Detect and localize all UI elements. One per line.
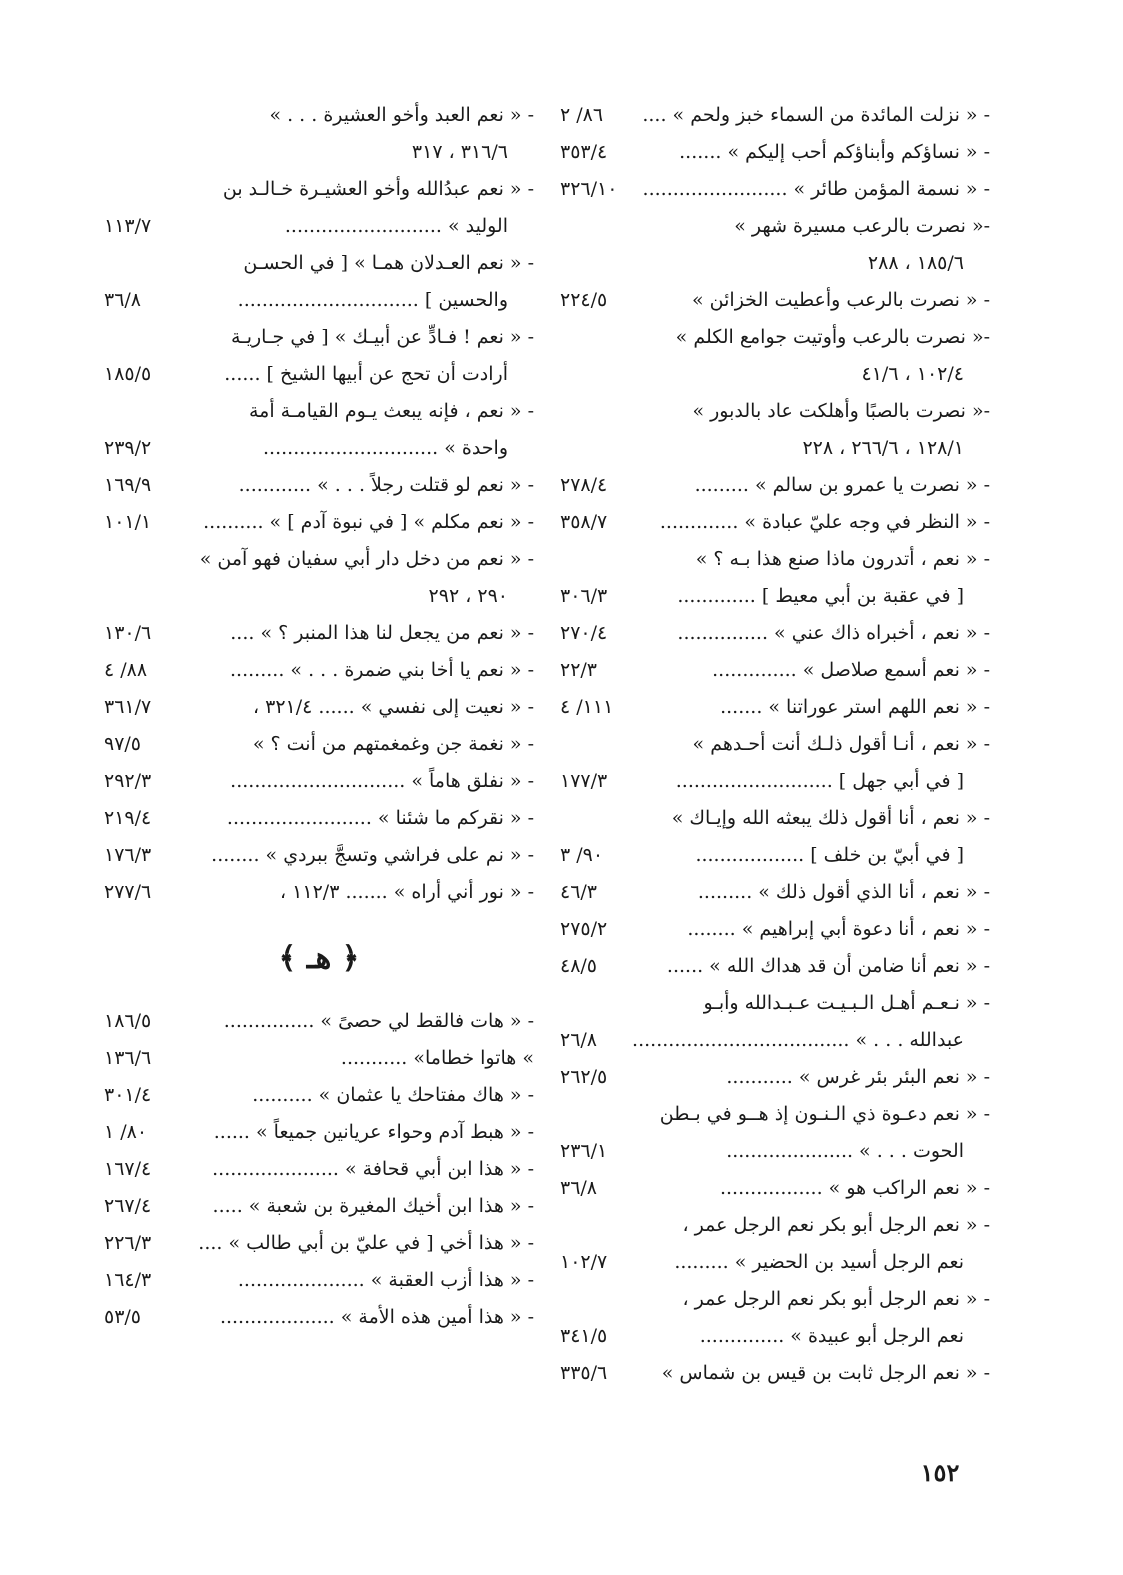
entry-text: - « نعم البئر بئر غرس » ........... (726, 1066, 990, 1088)
entry-line (104, 97, 534, 134)
entry-text: - « نعم الرجل أبو بكر نعم الرجل عمر ، (682, 1214, 990, 1236)
index-entry (104, 837, 534, 874)
entry-line (104, 504, 534, 541)
entry-text: عبدالله . . . » .................................... (632, 1029, 964, 1051)
index-entry (560, 97, 990, 134)
index-entry (104, 245, 534, 319)
entry-text: أرادت أن تحج عن أبيها الشيخ ] ...... (224, 363, 508, 385)
entry-line (560, 430, 990, 467)
entry-text: - « نساؤكم وأبناؤكم أحب إليكم » ....... (679, 141, 990, 163)
entry-line (560, 356, 990, 393)
index-entry (104, 1077, 534, 1114)
entry-reference: ٢٣٦/١ (560, 1140, 608, 1162)
entry-reference: ١٣٦/٦ (104, 1047, 152, 1069)
entry-line (560, 504, 990, 541)
entry-text: - « النظر في وجه عليّ عبادة » ............. (659, 511, 990, 533)
entry-line (104, 171, 534, 208)
entry-reference: ٣٤١/٥ (560, 1325, 608, 1347)
entry-line (560, 541, 990, 578)
entry-text: -« نصرت بالصبًا وأهلكت عاد بالدبور » (692, 400, 990, 422)
entry-text: - « نعم من دخل دار أبي سفيان فهو آمن » (199, 548, 534, 570)
entry-reference: ٥٣/٥ (104, 1306, 142, 1328)
index-entry (560, 134, 990, 171)
entry-line (104, 1077, 534, 1114)
entry-line (560, 763, 990, 800)
entry-line (104, 282, 534, 319)
index-entry (104, 1262, 534, 1299)
entry-line (560, 319, 990, 356)
entry-reference: ١٦٤/٣ (104, 1269, 152, 1291)
entry-reference: ١٧٦/٣ (104, 844, 152, 866)
entry-line (560, 652, 990, 689)
entry-text: - « نسمة المؤمن طائر » ........................ (642, 178, 990, 200)
entry-line (560, 1355, 990, 1392)
entry-reference: ٣٦/٨ (560, 1177, 598, 1199)
entry-line (104, 763, 534, 800)
entry-line (104, 837, 534, 874)
index-entry (560, 689, 990, 726)
entry-text: » هاتوا خطاما» ........... (340, 1047, 534, 1069)
entry-line (560, 245, 990, 282)
entry-line (104, 726, 534, 763)
entry-text: - « نعم العبد وأخو العشيرة . . . » (269, 104, 534, 126)
entry-text: - « نقركم ما شئنا » ........................ (226, 807, 534, 829)
entry-line (104, 1114, 534, 1151)
entry-text: - « هذا ابن أبي قحافة » ..................... (212, 1158, 534, 1180)
index-entry (104, 541, 534, 615)
index-entry (104, 1003, 534, 1040)
entry-text: -« نصرت بالرعب وأوتيت جوامع الكلم » (675, 326, 990, 348)
index-entry (104, 726, 534, 763)
entry-text: [ في أبي جهل ] .......................... (675, 770, 964, 792)
entry-text: - « نعم الراكب هو » ................. (719, 1177, 990, 1199)
entry-line (104, 245, 534, 282)
entry-text: - « نصرت بالرعب وأعطيت الخزائن » (692, 289, 990, 311)
index-entry (560, 1170, 990, 1207)
entry-text: - « هاك مفتاحك يا عثمان » .......... (252, 1084, 534, 1106)
entry-text: - « نعم من يجعل لنا هذا المنبر ؟ » .... (230, 622, 534, 644)
index-entry (560, 541, 990, 615)
entry-reference: ١٨٥/٥ (104, 363, 152, 385)
entry-text: - « نفلق هاماً » ............................. (230, 770, 534, 792)
entry-reference: ٨٦/ ٢ (560, 104, 604, 126)
entry-text: - « نعم الرجل ثابت بن قيس بن شماس » (661, 1362, 990, 1384)
entry-line (104, 319, 534, 356)
entry-text: - « هبط آدم وحواء عريانين جميعاً » ...... (213, 1121, 534, 1143)
entry-line (560, 1244, 990, 1281)
entry-line (560, 1022, 990, 1059)
entry-line (104, 430, 534, 467)
entry-reference: ١٦٧/٤ (104, 1158, 152, 1180)
entry-line (560, 97, 990, 134)
entry-reference: ٣٠٦/٣ (560, 585, 608, 607)
entry-text: [ في أبيّ بن خلف ] .................. (695, 844, 964, 866)
entry-line (560, 800, 990, 837)
index-entry (104, 319, 534, 393)
index-entry (560, 282, 990, 319)
index-entry (104, 1114, 534, 1151)
entry-text: - « هذا أمين هذه الأمة » ................... (219, 1306, 534, 1328)
entry-line (560, 911, 990, 948)
entry-text: - « نعم مكلم » [ في نبوة آدم ] » .......... (203, 511, 534, 533)
entry-text: واحدة » ............................. (263, 437, 508, 459)
entry-line (104, 541, 534, 578)
index-entry (104, 763, 534, 800)
entry-line (104, 1299, 534, 1336)
entry-line (560, 1207, 990, 1244)
entry-line (560, 208, 990, 245)
entry-text: - « نعيت إلى نفسي » ...... ٣٢١/٤ ، (252, 696, 534, 718)
entry-text: نعم الرجل أسيد بن الحضير » ......... (674, 1251, 964, 1273)
index-entry (560, 985, 990, 1059)
index-entry (560, 1281, 990, 1355)
entry-line (104, 393, 534, 430)
entry-reference: ٢١٩/٤ (104, 807, 152, 829)
entry-text: - « نـعـم أهـل الـبـيـت عـبـدالله وأبـو (703, 992, 990, 1014)
entry-reference: ٢٢٦/٣ (104, 1232, 152, 1254)
entry-line (560, 1281, 990, 1318)
entry-reference: ٨٠/ ١ (104, 1121, 148, 1143)
entry-reference: ٨٨/ ٤ (104, 659, 148, 681)
entry-line (560, 948, 990, 985)
index-entry (560, 726, 990, 800)
index-entry (104, 1151, 534, 1188)
entry-text: - « نعم ، أنا الذي أقول ذلك » ......... (697, 881, 990, 903)
entry-reference: ٢٧٧/٦ (104, 881, 152, 903)
entry-reference: ٤٦/٣ (560, 881, 598, 903)
entry-text: - « نعم ، فإنه يبعث يـوم القيامـة أمة (249, 400, 534, 422)
entry-line (560, 689, 990, 726)
entry-text: - « نعم أسمع صلاصل » .............. (712, 659, 990, 681)
entry-text: - « هذا ابن أخيك المغيرة بن شعبة » ..... (212, 1195, 534, 1217)
right-column (560, 97, 990, 1392)
index-entry (560, 1207, 990, 1281)
index-entry (560, 208, 990, 282)
entry-reference: ٣٣٥/٦ (560, 1362, 608, 1384)
entry-line (560, 134, 990, 171)
entry-text: ٣١٦/٦ ، ٣١٧ (411, 141, 508, 163)
entry-text: -« نصرت بالرعب مسيرة شهر » (734, 215, 990, 237)
entry-text: - « نعم يا أخا بني ضمرة . . . » ......... (230, 659, 534, 681)
entry-reference: ١١١/ ٤ (560, 696, 614, 718)
index-entry (560, 948, 990, 985)
entry-text: - « نعم ! فـادٍّ عن أبيـك » [ في جـاريـة (230, 326, 534, 348)
entry-text: ١٢٨/١ ، ٢٦٦/٦ ، ٢٢٨ (802, 437, 964, 459)
entry-line (104, 467, 534, 504)
entry-line (560, 615, 990, 652)
entry-line (560, 282, 990, 319)
entry-line (560, 837, 990, 874)
entry-reference: ١١٣/٧ (104, 215, 152, 237)
entry-reference: ٣٥٨/٧ (560, 511, 608, 533)
entry-text: - « نزلت المائدة من السماء خبز ولحم » .... (642, 104, 990, 126)
entry-reference: ٢٦/٨ (560, 1029, 598, 1051)
index-entry (560, 800, 990, 874)
entry-reference: ٣٠١/٤ (104, 1084, 152, 1106)
index-entry (104, 800, 534, 837)
entry-text: - « نعم ، أنا أقول ذلك يبعثه الله وإيـاك » (671, 807, 990, 829)
index-entry (104, 615, 534, 652)
entry-reference: ١٣٠/٦ (104, 622, 152, 644)
entry-line (104, 1151, 534, 1188)
entry-line (560, 1096, 990, 1133)
entry-text: - « نم على فراشي وتسجَّ ببردي » ........ (211, 844, 534, 866)
entry-reference: ١٠١/١ (104, 511, 152, 533)
entry-reference: ٣٢٦/١٠ (560, 178, 618, 200)
entry-line (104, 689, 534, 726)
entry-reference: ٣٥٣/٤ (560, 141, 608, 163)
entry-text: - « نعم لو قتلت رجلاً . . . » ............ (238, 474, 534, 496)
entry-reference: ٣٦١/٧ (104, 696, 152, 718)
entry-reference: ٢٧٨/٤ (560, 474, 608, 496)
index-entry (560, 1355, 990, 1392)
index-entry (104, 393, 534, 467)
entry-reference: ٢٢/٣ (560, 659, 598, 681)
entry-text: نعم الرجل أبو عبيدة » .............. (699, 1325, 964, 1347)
entry-line (560, 171, 990, 208)
entry-line (104, 1003, 534, 1040)
index-entry (104, 467, 534, 504)
entry-reference: ٩٠/ ٣ (560, 844, 604, 866)
index-entry (560, 393, 990, 467)
entry-text: الوليد » .......................... (284, 215, 508, 237)
index-entry (104, 652, 534, 689)
entry-text: - « نور أني أراه » ....... ١١٢/٣ ، (280, 881, 534, 903)
index-entry (104, 689, 534, 726)
entry-line (104, 800, 534, 837)
entry-line (104, 208, 534, 245)
index-entry (104, 1225, 534, 1262)
entry-text: - « نعم اللهم استر عوراتنا » ....... (720, 696, 990, 718)
index-entry (560, 911, 990, 948)
entry-text: - « نعم ، أنا دعوة أبي إبراهيم » ........ (687, 918, 990, 940)
left-column (104, 97, 534, 1336)
entry-reference: ٣٦/٨ (104, 289, 142, 311)
entry-line (560, 726, 990, 763)
index-entry (104, 874, 534, 911)
entry-line (560, 1318, 990, 1355)
entry-reference: ٤٨/٥ (560, 955, 598, 977)
index-entry (560, 652, 990, 689)
section-heading: ﴿ هـ ﴾ (278, 941, 360, 976)
entry-text: - « نعم العـدلان همـا » [ في الحسـن (243, 252, 534, 274)
entry-line (560, 1059, 990, 1096)
index-entry (560, 504, 990, 541)
entry-reference: ٢٦٧/٤ (104, 1195, 152, 1217)
entry-line (104, 1225, 534, 1262)
entry-reference: ٢٣٩/٢ (104, 437, 152, 459)
entry-reference: ٢٩٢/٣ (104, 770, 152, 792)
page-number: ١٥٢ (920, 1458, 960, 1487)
entry-line (560, 393, 990, 430)
entry-text: - « هذا أزب العقبة » ..................... (237, 1269, 534, 1291)
entry-text: - « نعم دعـوة ذي الـنـون إذ هــو في بـطن (659, 1103, 990, 1125)
index-entry (104, 171, 534, 245)
entry-line (560, 467, 990, 504)
entry-text: - « نغمة جن وغمغمتهم من أنت ؟ » (252, 733, 534, 755)
index-entry (560, 1096, 990, 1170)
entry-text: ١٠٢/٤ ، ٤١/٦ (861, 363, 964, 385)
entry-text: الحوت . . . » ..................... (726, 1140, 964, 1162)
entry-text: ٢٩٠ ، ٢٩٢ (428, 585, 508, 607)
entry-text: - « نعم ، أنـا أقول ذلـك أنت أحـدهم » (692, 733, 990, 755)
index-entry (560, 319, 990, 393)
entry-line (104, 356, 534, 393)
entry-line (560, 578, 990, 615)
entry-reference: ١٠٢/٧ (560, 1251, 608, 1273)
entry-text: [ في عقبة بن أبي معيط ] ............. (677, 585, 964, 607)
entry-text: - « نعم الرجل أبو بكر نعم الرجل عمر ، (682, 1288, 990, 1310)
entry-line (104, 1188, 534, 1225)
index-entry (104, 1040, 534, 1077)
entry-line (104, 1262, 534, 1299)
entry-line (560, 874, 990, 911)
entry-line (560, 1133, 990, 1170)
entry-line (104, 615, 534, 652)
index-entry (104, 1299, 534, 1336)
entry-text: ١٨٥/٦ ، ٢٨٨ (867, 252, 964, 274)
entry-line (104, 1040, 534, 1077)
entry-reference: ١٧٧/٣ (560, 770, 608, 792)
entry-text: - « نعم ، أتدرون ماذا صنع هذا بـه ؟ » (695, 548, 990, 570)
entry-reference: ١٨٦/٥ (104, 1010, 152, 1032)
entry-line (560, 1170, 990, 1207)
entry-reference: ٢٧٠/٤ (560, 622, 608, 644)
index-entry (560, 615, 990, 652)
entry-reference: ٢٢٤/٥ (560, 289, 608, 311)
entry-text: - « نعم ، أخبراه ذاك عني » ............... (677, 622, 990, 644)
entry-text: - « هات فالقط لي حصىً » ............... (223, 1010, 534, 1032)
entry-text: - « نصرت يا عمرو بن سالم » ......... (694, 474, 990, 496)
index-entry (560, 467, 990, 504)
entry-text: - « نعم أنا ضامن أن قد هداك الله » ...... (666, 955, 990, 977)
entry-reference: ٢٦٢/٥ (560, 1066, 608, 1088)
entry-reference: ١٦٩/٩ (104, 474, 152, 496)
entry-line (104, 134, 534, 171)
entry-reference: ٩٧/٥ (104, 733, 142, 755)
index-entry (560, 171, 990, 208)
index-entry (104, 97, 534, 171)
entry-reference: ٢٧٥/٢ (560, 918, 608, 940)
index-entry (104, 1188, 534, 1225)
index-entry (560, 874, 990, 911)
entry-text: - « نعم عبدُالله وأخو العشيـرة خـالـد بن (222, 178, 534, 200)
index-entry (560, 1059, 990, 1096)
index-entry (104, 504, 534, 541)
entry-text: - « هذا أخي [ في عليّ بن أبي طالب » .... (198, 1232, 534, 1254)
entry-line (104, 578, 534, 615)
entry-line (104, 652, 534, 689)
entry-text: والحسين ] .............................. (237, 289, 508, 311)
entry-line (104, 874, 534, 911)
entry-line (560, 985, 990, 1022)
